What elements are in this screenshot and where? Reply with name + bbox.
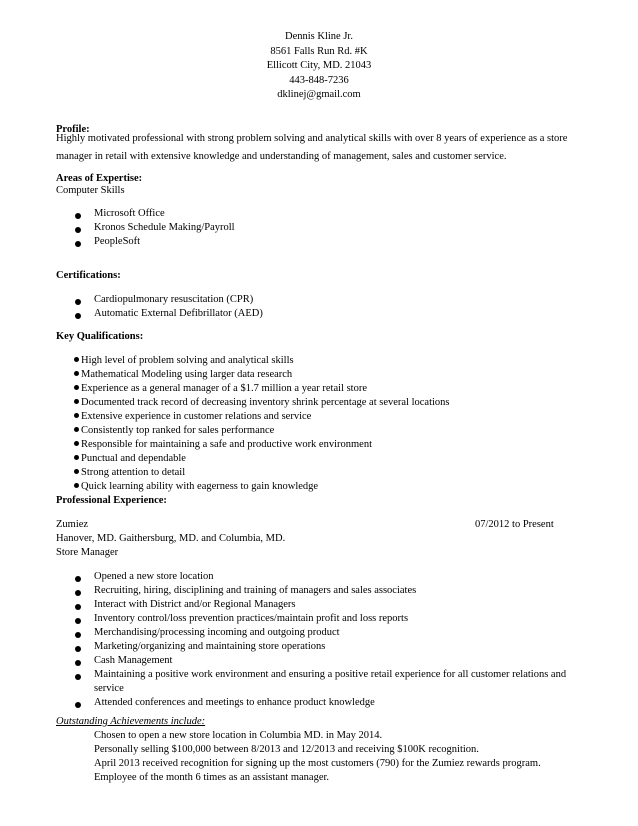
duty-item: Merchandising/processing incoming and outgoing product bbox=[94, 627, 340, 638]
applicant-name: Dennis Kline Jr. bbox=[285, 31, 353, 42]
job-locations: Hanover, MD. Gaithersburg, MD. and Columbia, MD. bbox=[56, 533, 286, 544]
expertise-item: Kronos Schedule Making/Payroll bbox=[94, 222, 235, 233]
bullet-icon bbox=[75, 660, 81, 666]
company-name: Zumiez bbox=[56, 519, 89, 530]
bullet-icon bbox=[75, 227, 81, 233]
bullet-icon bbox=[74, 427, 79, 432]
expertise-item: PeopleSoft bbox=[94, 236, 141, 247]
bullet-icon bbox=[75, 618, 81, 624]
duty-item: Marketing/organizing and maintaining store operations bbox=[94, 641, 326, 652]
bullet-icon bbox=[74, 413, 79, 418]
qualifications-heading: Key Qualifications: bbox=[56, 331, 144, 342]
computer-skills-subheading: Computer Skills bbox=[56, 185, 125, 196]
duty-item: Interact with District and/or Regional Managers bbox=[94, 599, 296, 610]
qualification-item: Documented track record of decreasing inventory shrink percentage at several locations bbox=[74, 397, 450, 408]
bullet-icon bbox=[74, 399, 79, 404]
duty-item: Cash Management bbox=[94, 655, 173, 666]
qualification-item: Mathematical Modeling using larger data research bbox=[74, 369, 292, 380]
bullet-icon bbox=[75, 213, 81, 219]
bullet-icon bbox=[75, 646, 81, 652]
bullet-icon bbox=[74, 483, 79, 488]
certification-item: Cardiopulmonary resuscitation (CPR) bbox=[94, 294, 254, 305]
bullet-icon bbox=[75, 313, 81, 319]
expertise-item: Microsoft Office bbox=[94, 208, 165, 219]
profile-text-line-1: Highly motivated professional with strong problem solving and analytical skills with over 8 years of experience as a store bbox=[56, 133, 568, 144]
certifications-heading: Certifications: bbox=[56, 270, 121, 281]
employment-dates: 07/2012 to Present bbox=[475, 519, 554, 530]
achievement-item: Employee of the month 6 times as an assistant manager. bbox=[94, 772, 330, 783]
bullet-icon bbox=[74, 385, 79, 390]
phone-number: 443-848-7236 bbox=[289, 74, 349, 86]
bullet-icon bbox=[74, 371, 79, 376]
qualification-item: Consistently top ranked for sales performance bbox=[74, 425, 274, 436]
address-line-1: 8561 Falls Run Rd. #K bbox=[270, 45, 368, 57]
duty-item: Maintaining a positive work environment and ensuring a positive retail experience for all customer relations and bbox=[94, 669, 567, 680]
email-address: dklinej@gmail.com bbox=[277, 89, 361, 100]
bullet-icon bbox=[74, 357, 79, 362]
duty-item: Recruiting, hiring, disciplining and training of managers and sales associates bbox=[94, 585, 417, 596]
address-line-2: Ellicott City, MD. 21043 bbox=[266, 60, 372, 71]
bullet-icon bbox=[75, 632, 81, 638]
bullet-icon bbox=[75, 604, 81, 610]
expertise-heading: Areas of Expertise: bbox=[56, 173, 143, 184]
duty-item-continued: service bbox=[94, 683, 124, 694]
achievement-item: Personally selling $100,000 between 8/2013 and 12/2013 and receiving $100K recognition. bbox=[94, 744, 479, 755]
bullet-icon bbox=[75, 702, 81, 708]
achievements-heading: Outstanding Achievements include: bbox=[56, 716, 206, 727]
duty-item: Inventory control/loss prevention practices/maintain profit and loss reports bbox=[94, 613, 409, 624]
contact-header bbox=[0, 30, 638, 103]
bullet-icon bbox=[74, 455, 79, 460]
duty-item: Opened a new store location bbox=[94, 571, 214, 582]
achievement-item: April 2013 received recognition for signing up the most customers (790) for the Zumiez rewards program. bbox=[94, 758, 541, 769]
qualification-item: Quick learning ability with eagerness to gain knowledge bbox=[74, 481, 318, 492]
qualification-item: Extensive experience in customer relations and service bbox=[74, 411, 311, 422]
bullet-icon bbox=[75, 299, 81, 305]
qualification-item: High level of problem solving and analytical skills bbox=[74, 355, 294, 366]
qualification-item: Strong attention to detail bbox=[74, 467, 185, 478]
bullet-icon bbox=[75, 590, 81, 596]
profile-text-line-2: manager in retail with extensive knowledge and understanding of management, sales and customer service. bbox=[56, 151, 507, 162]
certification-item: Automatic External Defibrillator (AED) bbox=[94, 308, 263, 319]
profile-heading: Profile: bbox=[56, 124, 90, 135]
bullet-icon bbox=[75, 576, 81, 582]
bullet-icon bbox=[75, 241, 81, 247]
qualification-item: Punctual and dependable bbox=[74, 453, 186, 464]
job-title: Store Manager bbox=[56, 547, 119, 558]
duty-item: Attended conferences and meetings to enhance product knowledge bbox=[94, 697, 375, 708]
qualification-item: Experience as a general manager of a $1.7 million a year retail store bbox=[74, 383, 367, 394]
achievement-item: Chosen to open a new store location in Columbia MD. in May 2014. bbox=[94, 730, 383, 741]
bullet-icon bbox=[74, 469, 79, 474]
bullet-icon bbox=[75, 674, 81, 680]
bullet-icon bbox=[74, 441, 79, 446]
qualification-item: Responsible for maintaining a safe and productive work environment bbox=[74, 439, 372, 450]
experience-heading: Professional Experience: bbox=[56, 495, 167, 506]
